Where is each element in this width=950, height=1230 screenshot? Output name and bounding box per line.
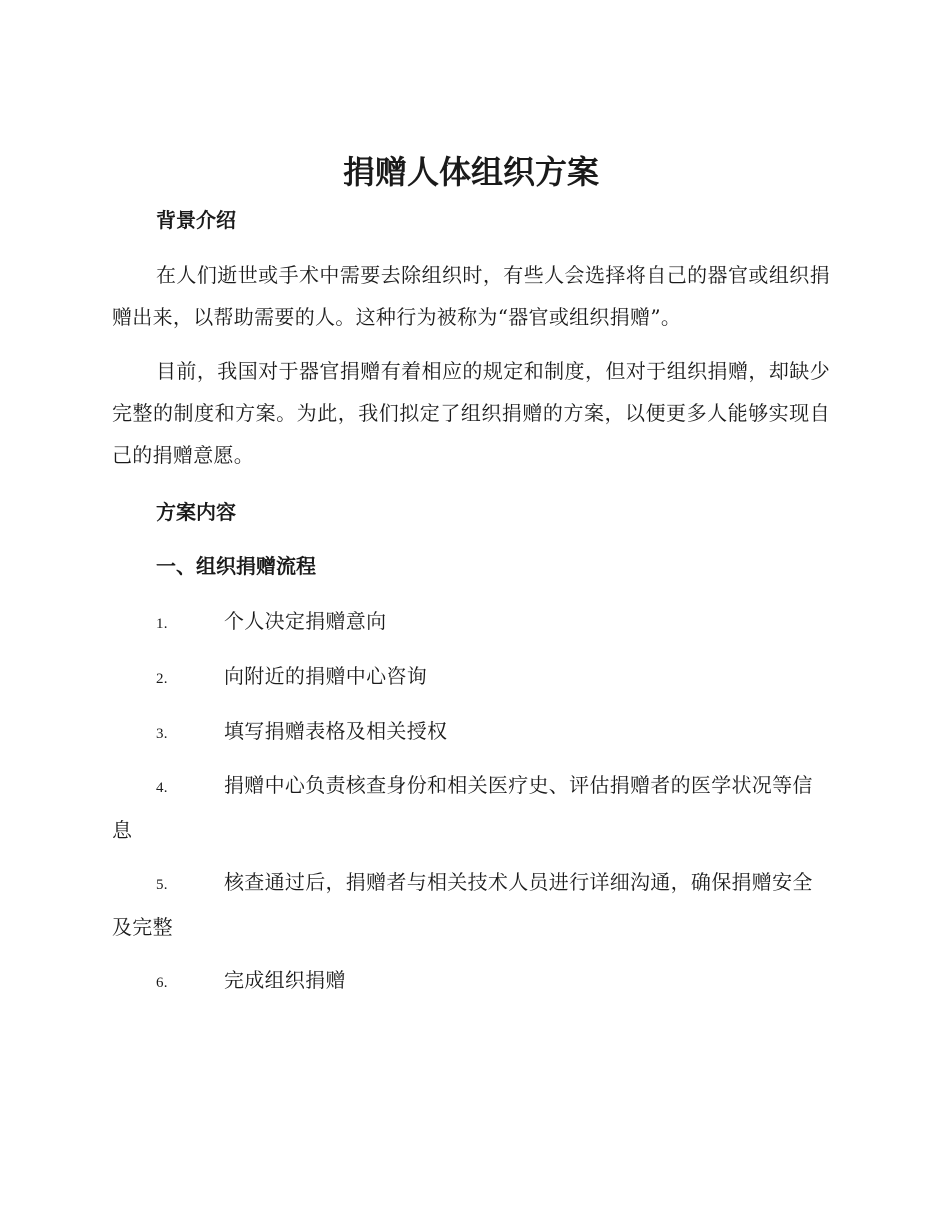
list-item-number: 1. [156,616,168,632]
paragraph-intro: 在人们逝世或手术中需要去除组织时，有些人会选择将自己的器官或组织捐赠出来，以帮助需要的人。这种行为被称为“器官或组织捐赠”。 [112,263,830,329]
list-item-text: 个人决定捐赠意向 [224,609,387,633]
section-heading-background: 背景介绍 [156,208,236,232]
list-item [112,710,830,755]
list-item [112,861,830,948]
subsection-heading-process: 一、组织捐赠流程 [156,554,316,578]
section-heading-plan: 方案内容 [156,500,236,524]
list-item-text: 向附近的捐赠中心咨询 [224,664,427,688]
list-item-number: 4. [156,780,168,796]
list-item [112,600,830,645]
list-item [112,959,830,1004]
list-item-number: 3. [156,726,168,742]
document-title: 捐赠人体组织方案 [342,153,599,191]
list-item-text: 填写捐赠表格及相关授权 [224,719,448,743]
document-page [112,0,830,1230]
list-item [112,764,830,851]
list-item [112,655,830,700]
list-item-number: 5. [156,877,168,893]
list-item-number: 6. [156,975,168,991]
list-item-number: 2. [156,671,168,687]
list-item-text: 捐赠中心负责核查身份和相关医疗史、评估捐赠者的医学状况等信息 [112,773,813,842]
list-item-text: 核查通过后，捐赠者与相关技术人员进行详细沟通，确保捐赠安全及完整 [112,870,813,939]
list-item-text: 完成组织捐赠 [224,968,346,992]
paragraph-current-status: 目前，我国对于器官捐赠有着相应的规定和制度，但对于组织捐赠，却缺少完整的制度和方案。为此，我们拟定了组织捐赠的方案，以便更多人能够实现自己的捐赠意愿。 [112,359,830,467]
